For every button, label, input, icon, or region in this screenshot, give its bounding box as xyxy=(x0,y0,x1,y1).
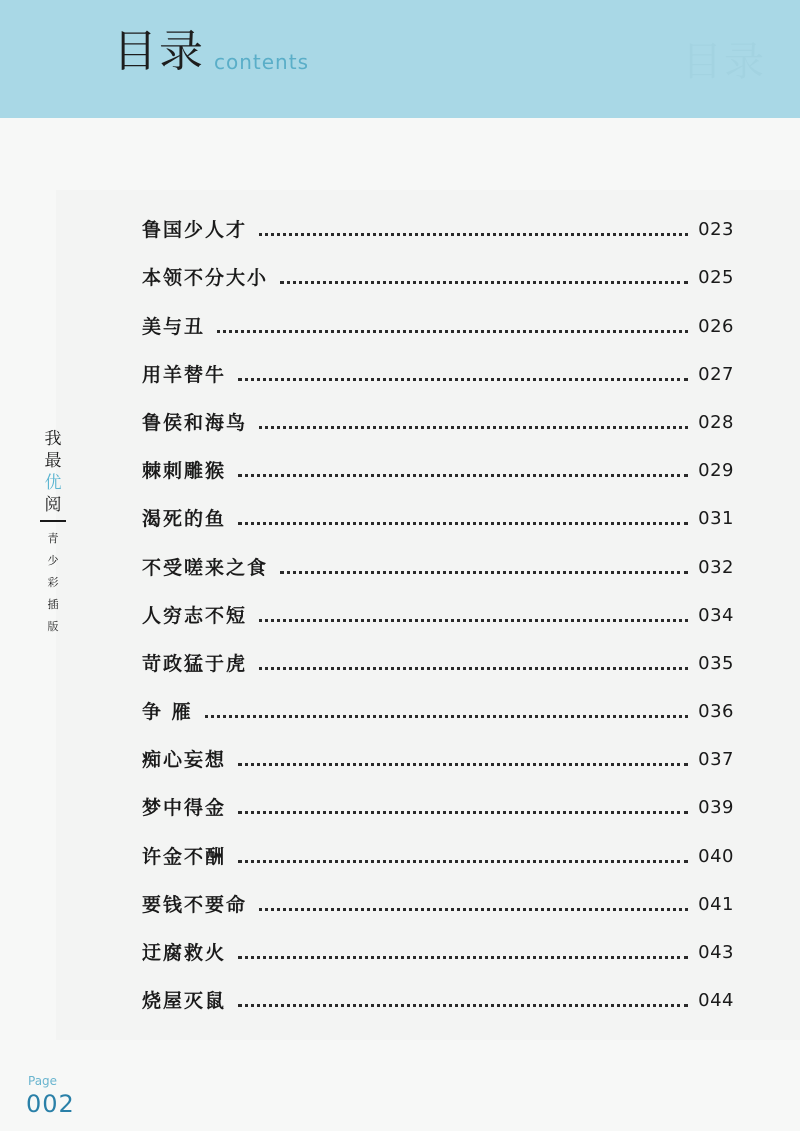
toc-entry-page: 023 xyxy=(698,219,734,241)
toc-entry-title: 迂腐救火 xyxy=(142,942,227,964)
toc-entry-page: 034 xyxy=(698,604,734,626)
toc-dot-leader xyxy=(259,233,688,236)
toc-entry-title: 人穷志不短 xyxy=(142,604,248,627)
toc-dot-leader xyxy=(259,908,688,911)
toc-entry-title: 不受嗟来之食 xyxy=(142,556,269,579)
toc-entry-page: 035 xyxy=(698,652,734,674)
toc-dot-leader xyxy=(238,474,688,477)
toc-dot-leader xyxy=(259,426,688,429)
toc-entry-title: 痴心妄想 xyxy=(142,749,227,772)
toc-entry[interactable] xyxy=(142,630,734,678)
series-side-tab xyxy=(38,428,68,638)
toc-dot-leader xyxy=(238,956,688,959)
toc-entry[interactable] xyxy=(142,244,734,292)
toc-entry[interactable] xyxy=(142,822,734,870)
toc-entry[interactable] xyxy=(142,485,734,533)
side-tab-small-char: 彩 xyxy=(47,576,59,589)
toc-entry-page: 040 xyxy=(698,845,734,867)
side-tab-divider xyxy=(40,520,66,522)
toc-entry-page: 029 xyxy=(698,460,734,482)
toc-dot-leader xyxy=(238,811,688,814)
toc-entry-page: 044 xyxy=(698,990,734,1012)
toc-entry-title: 美与丑 xyxy=(142,315,206,338)
side-tab-char: 最 xyxy=(44,451,62,471)
toc-entry[interactable] xyxy=(142,533,734,581)
toc-dot-leader xyxy=(238,1004,688,1007)
page-number: 002 xyxy=(26,1090,75,1118)
toc-dot-leader xyxy=(280,571,688,574)
toc-entry-page: 037 xyxy=(698,749,734,771)
toc-entry-title: 用羊替牛 xyxy=(142,363,227,386)
toc-entry-title: 争 雁 xyxy=(142,701,193,724)
toc-entry[interactable] xyxy=(142,678,734,726)
toc-dot-leader xyxy=(238,860,688,863)
toc-entry-page: 041 xyxy=(698,893,734,915)
page-title: 目录 xyxy=(113,26,205,77)
toc-entry-title: 要钱不要命 xyxy=(142,893,248,916)
toc-dot-leader xyxy=(280,281,688,284)
toc-entry-title: 许金不酬 xyxy=(142,845,227,868)
side-tab-small-char: 少 xyxy=(47,554,59,567)
toc-entry-page: 032 xyxy=(698,556,734,578)
toc-entry[interactable] xyxy=(142,437,734,485)
toc-entry[interactable] xyxy=(142,774,734,822)
toc-entry-title: 烧屋灭鼠 xyxy=(142,990,227,1013)
toc-entry[interactable] xyxy=(142,726,734,774)
toc-entry-page: 028 xyxy=(698,411,734,433)
toc-dot-leader xyxy=(238,763,688,766)
toc-entry-title: 鲁国少人才 xyxy=(142,219,248,242)
toc-entry-title: 渴死的鱼 xyxy=(142,508,227,531)
side-tab-small-char: 版 xyxy=(47,620,59,633)
toc-dot-leader xyxy=(205,715,689,718)
toc-entry-page: 027 xyxy=(698,363,734,385)
toc-entry[interactable] xyxy=(142,919,734,967)
toc-entry-title: 梦中得金 xyxy=(142,797,227,820)
toc-entry-page: 031 xyxy=(698,508,734,530)
toc-dot-leader xyxy=(238,378,688,381)
toc-entry-title: 鲁侯和海鸟 xyxy=(142,411,248,434)
table-of-contents xyxy=(142,196,734,1015)
toc-dot-leader xyxy=(238,522,688,525)
page-label: Page xyxy=(28,1074,58,1088)
toc-dot-leader xyxy=(259,619,688,622)
side-tab-small-char: 青 xyxy=(47,532,59,545)
toc-entry-title: 本领不分大小 xyxy=(142,267,269,290)
side-tab-char: 我 xyxy=(44,429,62,449)
toc-entry-page: 026 xyxy=(698,315,734,337)
toc-dot-leader xyxy=(217,330,688,333)
side-tab-char: 阅 xyxy=(44,495,62,515)
toc-entry[interactable] xyxy=(142,341,734,389)
toc-entry[interactable] xyxy=(142,196,734,244)
toc-entry-page: 036 xyxy=(698,701,734,723)
toc-entry-page: 039 xyxy=(698,797,734,819)
toc-entry-page: 025 xyxy=(698,267,734,289)
toc-entry[interactable] xyxy=(142,582,734,630)
toc-entry-title: 棘刺雕猴 xyxy=(142,460,227,483)
page-subtitle: contents xyxy=(214,50,309,74)
header-ghost-title: 目录 xyxy=(682,39,766,85)
side-tab-small-char: 插 xyxy=(47,598,59,611)
toc-entry-title: 苛政猛于虎 xyxy=(142,652,248,675)
header-band xyxy=(0,0,800,118)
toc-entry[interactable] xyxy=(142,389,734,437)
toc-entry[interactable] xyxy=(142,967,734,1015)
toc-dot-leader xyxy=(259,667,688,670)
toc-entry-page: 043 xyxy=(698,942,734,963)
side-tab-char: 优 xyxy=(44,473,62,493)
toc-entry[interactable] xyxy=(142,871,734,919)
toc-entry[interactable] xyxy=(142,292,734,340)
